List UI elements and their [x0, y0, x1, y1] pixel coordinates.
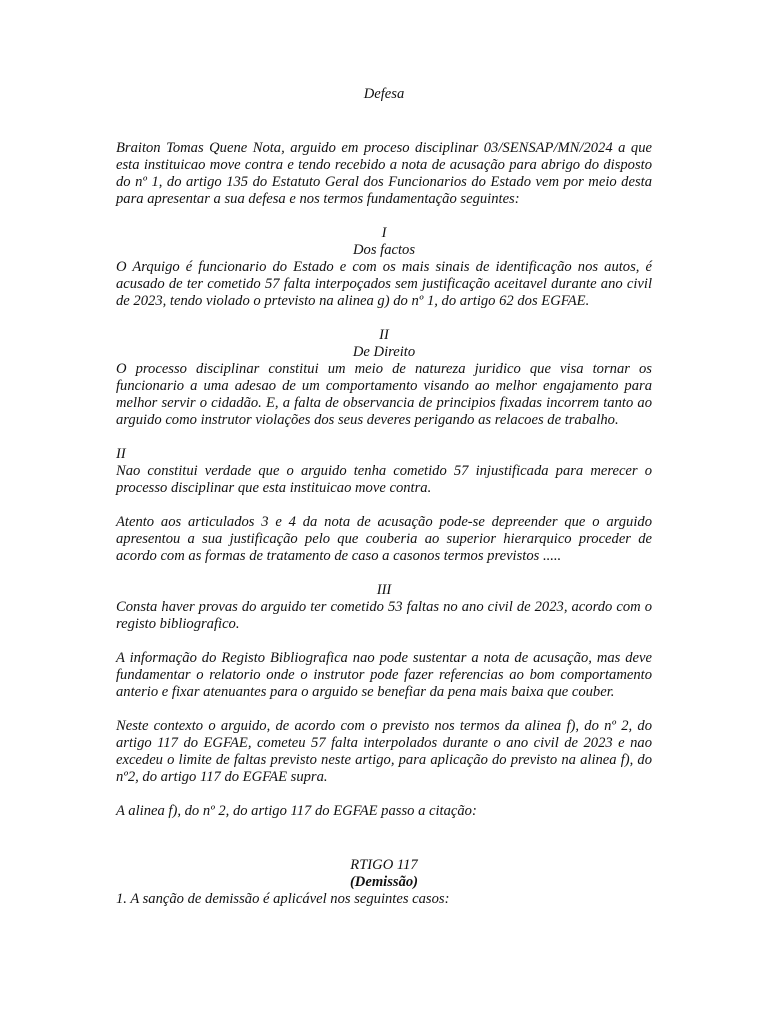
- section-3-numeral: III: [376, 582, 392, 598]
- section-2b-paragraph: Nao constitui verdade que o arguido tenha cometido 57 injustificada para merecer o processo disciplinar que esta instituicao move contra.: [116, 463, 652, 496]
- article-item-1: 1. A sanção de demissão é aplicável nos seguintes casos:: [116, 891, 450, 907]
- article-title: RTIGO 117: [350, 857, 418, 873]
- section-3-paragraph-2: A informação do Registo Bibliografica nao pode sustentar a nota de acusação, mas deve fundamentar o relatorio onde o instrutor pode fazer referencias ao bom comportamento anterio e fixar atenuantes para o arguido se benefiar da pena mais baixa que couber.: [116, 650, 652, 700]
- section-2-paragraph: O processo disciplinar constitui um meio de natureza juridico que visa tornar os funcionario a uma adesao de um comportamento visando ao melhor engajamento para melhor servir o cidadão. E, a falta de observancia de principios fixadas incorrem tanto ao arguido como instrutor violações dos seus deveres perigando as relacoes de trabalho.: [116, 361, 652, 428]
- section-1-numeral: I: [381, 225, 387, 241]
- intro-paragraph: Braiton Tomas Quene Nota, arguido em proceso disciplinar 03/SENSAP/MN/2024 a que esta instituicao move contra e tendo recebido a nota de acusação para abrigo do disposto do nº 1, do artigo 135 do Estatuto Geral dos Funcionarios do Estado vem por meio desta para apresentar a sua defesa e nos termos fundamentação seguintes:: [116, 140, 652, 207]
- section-3-paragraph: Consta haver provas do arguido ter cometido 53 faltas no ano civil de 2023, acordo com o registo bibliografico.: [116, 599, 652, 632]
- section-2b-numeral: II: [116, 446, 126, 462]
- section-3-paragraph-4: A alinea f), do nº 2, do artigo 117 do EGFAE passo a citação:: [116, 803, 477, 819]
- section-1-paragraph: O Arquigo é funcionario do Estado e com os mais sinais de identificação nos autos, é acusado de ter cometido 57 falta interpoçados sem justificação aceitavel durante ano civil de 2023, tendo violado o prtevisto na alinea g) do nº 1, do artigo 62 dos EGFAE.: [116, 259, 652, 309]
- section-1-heading: Dos factos: [352, 242, 416, 258]
- section-3-paragraph-3: Neste contexto o arguido, de acordo com o previsto nos termos da alinea f), do nº 2, do artigo 117 do EGFAE, cometeu 57 falta interpolados durante o ano civil de 2023 e nao excedeu o limite de faltas previsto neste artigo, para aplicação do previsto na alinea f), do nº2, do artigo 117 do EGFAE supra.: [116, 718, 652, 785]
- document-body: [116, 86, 652, 908]
- section-2-heading: De Direito: [352, 344, 416, 360]
- document-title: Defesa: [363, 86, 405, 102]
- article-subtitle: (Demissão): [349, 874, 419, 890]
- section-2b-paragraph-2: Atento aos articulados 3 e 4 da nota de acusação pode-se depreender que o arguido apresentou a sua justificação pelo que couberia ao superior hierarquico proceder de acordo com as formas de tratamento de caso a casonos termos previstos .....: [116, 514, 652, 564]
- section-2-numeral: II: [379, 327, 389, 343]
